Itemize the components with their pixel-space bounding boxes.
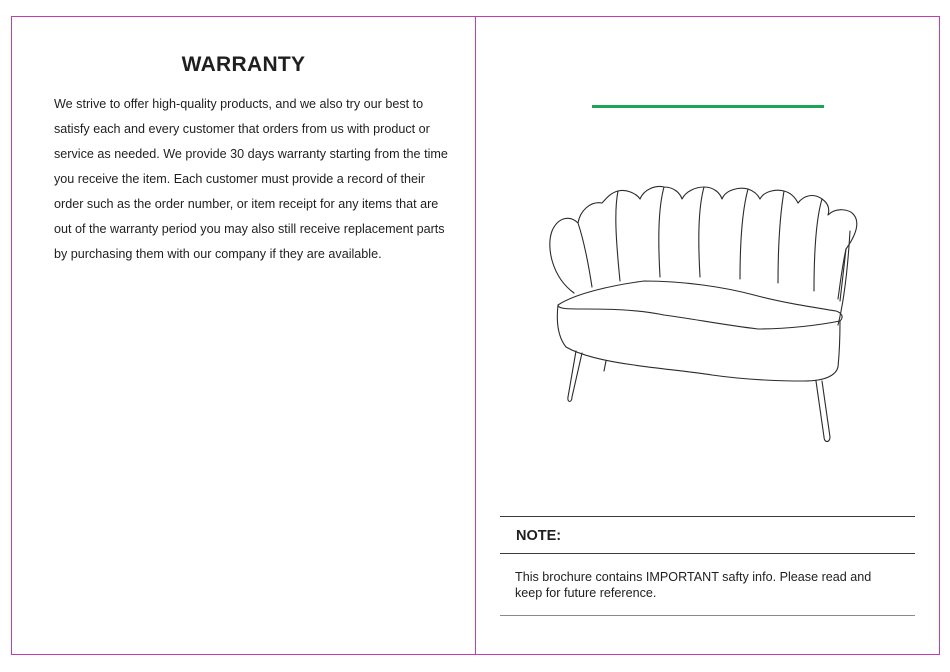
warranty-body: We strive to offer high-quality products, and we also try our best to satisfy each and every customer that orders from us with product or service as needed. We provide 30 days warranty starting from the time you receive the item. Each customer must provide a record of their order such as the order number, or item receipt for any items that are out of the warranty period you may also still receive replacement parts by purchasing them with our company if they are available. [54, 97, 448, 261]
note-text: This brochure contains IMPORTANT safty info. Please read and keep for future reference. [515, 570, 872, 600]
warranty-page [11, 16, 476, 655]
cover-page [475, 16, 940, 655]
loveseat-sofa-icon [544, 175, 874, 447]
note-divider-bottom [500, 615, 915, 616]
note-divider-middle [500, 553, 915, 554]
note-divider-top [500, 516, 915, 517]
warranty-title: WARRANTY [181, 53, 306, 76]
note-label: NOTE: [516, 528, 562, 544]
accent-bar [592, 105, 824, 108]
